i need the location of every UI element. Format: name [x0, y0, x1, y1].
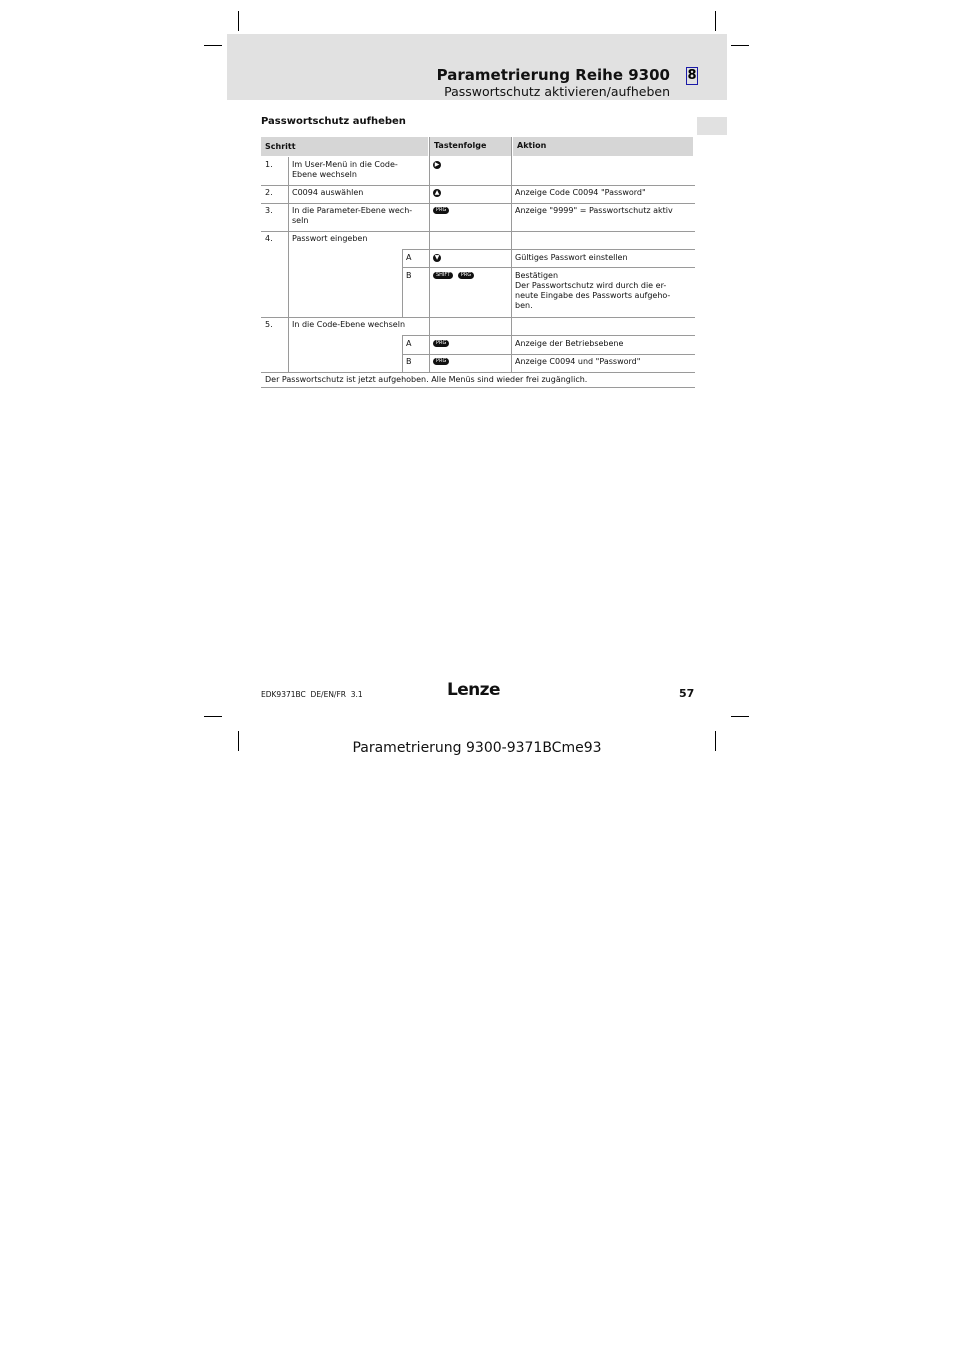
- row-divider: [261, 317, 695, 318]
- crop-mark: [731, 45, 749, 46]
- key-glyph: ▼: [434, 253, 440, 261]
- key-glyph: ▶: [434, 160, 440, 168]
- action-text: Anzeige Code C0094 "Password": [515, 188, 646, 197]
- right-arrow-key-icon: [433, 160, 441, 170]
- row-divider: [261, 231, 695, 232]
- row-divider: [261, 203, 695, 204]
- document-caption: Parametrierung 9300-9371BCme93: [352, 740, 602, 756]
- header-tastenfolge: [430, 137, 511, 156]
- column-divider: [402, 335, 403, 372]
- step-text-line: In die Parameter-Ebene wech-: [292, 206, 413, 215]
- header-schritt: [261, 137, 428, 156]
- page-subtitle: Passwortschutz aktivieren/aufheben: [444, 84, 670, 99]
- substep-label: B: [406, 271, 412, 280]
- action-text: Anzeige C0094 und "Password": [515, 357, 641, 366]
- step-text: [292, 160, 398, 180]
- step-text: C0094 auswählen: [292, 188, 364, 197]
- key-glyph: ▲: [434, 188, 440, 196]
- crop-mark: [204, 45, 222, 46]
- substep-label: A: [406, 253, 412, 262]
- step-text-line: Ebene wechseln: [292, 170, 357, 179]
- crop-mark: [238, 11, 239, 31]
- action-line: neute Eingabe des Passworts aufgeho-: [515, 291, 671, 300]
- column-divider: [402, 249, 403, 317]
- action-line: Bestätigen: [515, 271, 559, 280]
- shift-prg-keys-icon: [433, 271, 474, 281]
- chapter-badge[interactable]: 8: [687, 68, 697, 83]
- crop-mark: [731, 716, 749, 717]
- action-line: ben.: [515, 301, 533, 310]
- row-divider: [261, 372, 695, 373]
- lenze-logo: Lenze: [447, 680, 500, 700]
- action-text: [515, 271, 670, 311]
- step-number: 2.: [265, 188, 273, 197]
- key-label: PRG: [433, 207, 449, 214]
- crop-mark: [204, 716, 222, 717]
- step-text: Passwort eingeben: [292, 234, 368, 243]
- header-label: Tastenfolge: [434, 141, 487, 150]
- doc-id: EDK9371BC DE/EN/FR 3.1: [261, 690, 363, 699]
- column-divider: [511, 137, 512, 372]
- key-label: SHIFT: [433, 272, 453, 279]
- action-text: Anzeige der Betriebsebene: [515, 339, 624, 348]
- table-footer-note: Der Passwortschutz ist jetzt aufgehoben. Alle Menüs sind wieder frei zugänglich.: [265, 375, 588, 384]
- step-text: [292, 206, 412, 226]
- header-aktion: [513, 137, 693, 156]
- action-line: Der Passwortschutz wird durch die er-: [515, 281, 667, 290]
- header-label: Schritt: [265, 142, 296, 151]
- action-text: Gültiges Passwort einstellen: [515, 253, 628, 262]
- row-divider: [402, 354, 695, 355]
- page-number: 57: [679, 687, 695, 700]
- row-divider: [402, 335, 695, 336]
- up-arrow-key-icon: [433, 188, 441, 198]
- step-number: 1.: [265, 160, 273, 169]
- substep-label: A: [406, 339, 412, 348]
- step-text-line: Im User-Menü in die Code-: [292, 160, 398, 169]
- substep-label: B: [406, 357, 412, 366]
- step-text-line: seln: [292, 216, 309, 225]
- prg-key-icon: [433, 357, 449, 367]
- prg-key-icon: [433, 206, 449, 216]
- row-divider: [261, 387, 695, 388]
- step-text: In die Code-Ebene wechseln: [292, 320, 406, 329]
- page-title: Parametrierung Reihe 9300: [436, 66, 670, 84]
- section-title: Passwortschutz aufheben: [261, 116, 406, 127]
- prg-key-icon: [433, 339, 449, 349]
- key-label: PRG: [458, 272, 474, 279]
- column-divider: [288, 157, 289, 372]
- row-divider: [402, 267, 695, 268]
- key-label: PRG: [433, 340, 449, 347]
- row-divider: [402, 249, 695, 250]
- page-header: [227, 34, 727, 100]
- down-arrow-key-icon: [433, 253, 441, 263]
- step-number: 5.: [265, 320, 273, 329]
- side-tab: [697, 117, 727, 135]
- action-text: Anzeige "9999" = Passwortschutz aktiv: [515, 206, 673, 215]
- crop-mark: [715, 11, 716, 31]
- step-number: 3.: [265, 206, 273, 215]
- row-divider: [261, 185, 695, 186]
- step-number: 4.: [265, 234, 273, 243]
- key-label: PRG: [433, 358, 449, 365]
- column-divider: [429, 137, 430, 372]
- header-label: Aktion: [517, 141, 547, 150]
